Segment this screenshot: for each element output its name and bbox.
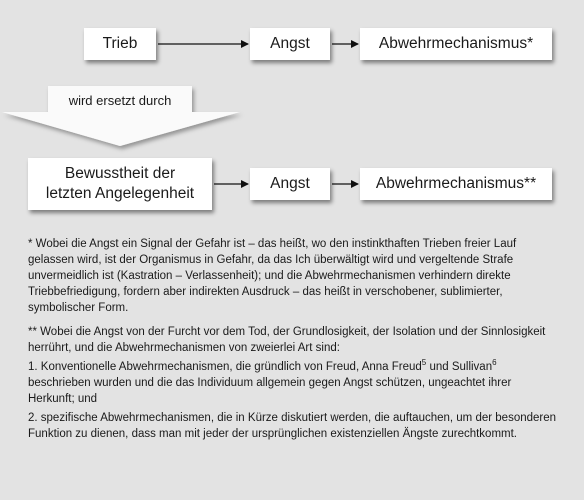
angst-box-1 bbox=[250, 28, 330, 60]
replacement-banner-label: wird ersetzt durch bbox=[68, 92, 172, 108]
footnotes bbox=[28, 236, 560, 450]
item1-text-a: 1. Konventionelle Abwehrmechanismen, die gründlich von Freud, Anna Freud bbox=[28, 361, 422, 373]
trieb-box bbox=[84, 28, 156, 60]
angst-label-1: Angst bbox=[270, 35, 310, 52]
trieb-label: Trieb bbox=[102, 35, 138, 52]
footnote-double-asterisk: ** Wobei die Angst von der Furcht vor dem Tod, der Grundlosigkeit, der Isolation und der Sinnlosigkeit herrührt, und die Abwehrmechanismen von zweierlei Art sind: bbox=[28, 326, 546, 354]
footnote-single-asterisk: * Wobei die Angst ein Signal der Gefahr ist – das heißt, wo den instinkthaften Trieben freier Lauf gelassen wird, ist der Organismus in Gefahr, da das Ich überwältigt wird und vergeltende Strafe unvermeidlich ist (Kastration – Verlassenheit); und die Abwehrmechanismen verhindern direkte Triebbefriedigung, fordern aber indirekten Ausdruck – das heißt in verschobener, sublimierter, symbolischer Form. bbox=[28, 238, 517, 314]
bewusstheit-label-line2: letzten Angelegenheit bbox=[45, 185, 195, 202]
item1-text-c: beschrieben wurden und die das Individuum allgemein gegen Angst schützen, ungeachtet ihrer Herkunft; und bbox=[28, 377, 512, 405]
bewusstheit-box bbox=[28, 158, 212, 210]
footnote-item-1 bbox=[28, 359, 560, 407]
abwehr-box-1 bbox=[360, 28, 552, 60]
angst-box-2 bbox=[250, 168, 330, 200]
item1-text-b: und Sullivan bbox=[426, 361, 493, 373]
abwehr-label-2: Abwehrmechanismus** bbox=[375, 175, 537, 192]
abwehr-label-1: Abwehrmechanismus* bbox=[378, 35, 534, 52]
reference-5: 5 bbox=[421, 358, 427, 368]
abwehr-box-2 bbox=[360, 168, 552, 200]
bewusstheit-label-line1: Bewusstheit der bbox=[64, 165, 176, 182]
angst-label-2: Angst bbox=[270, 175, 310, 192]
footnote-item-2: 2. spezifische Abwehrmechanismen, die in Kürze diskutiert werden, die auftauchen, um der besonderen Funktion zu dienen, dass man mit jeder der ursprünglichen existenziellen Ängste zurechtkommt. bbox=[28, 412, 557, 440]
reference-6: 6 bbox=[492, 358, 497, 368]
